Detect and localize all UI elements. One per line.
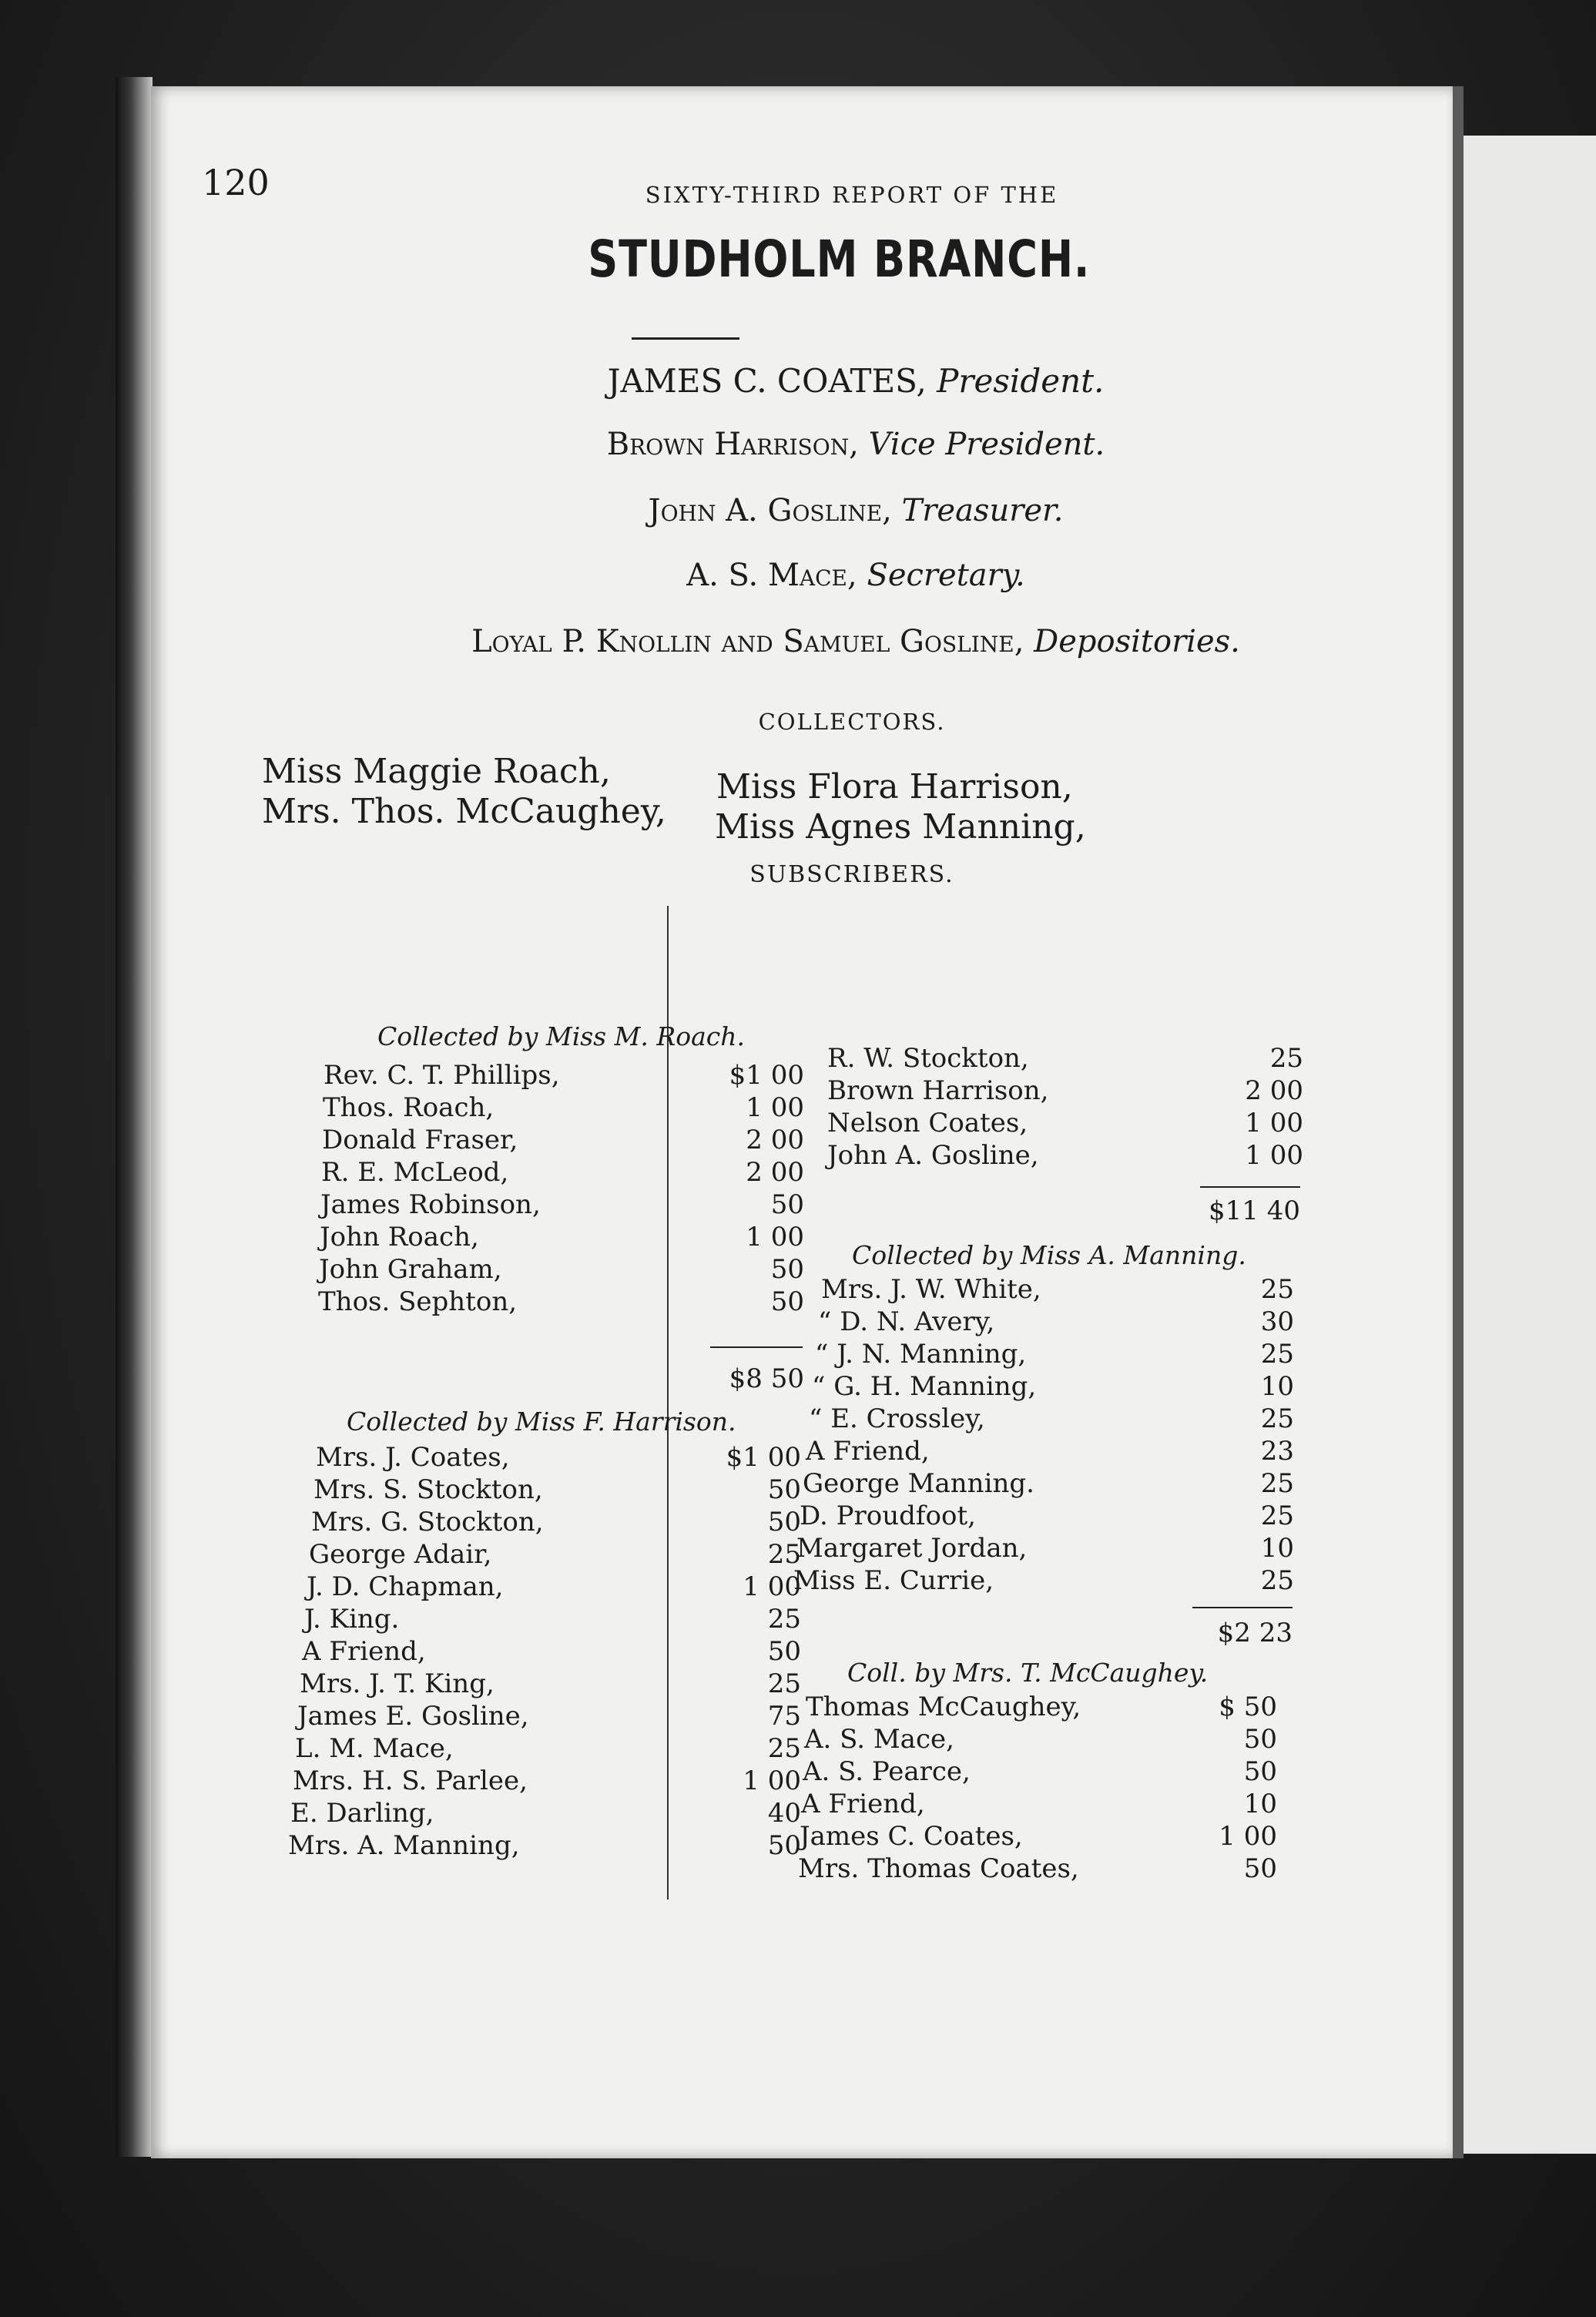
subscriber-amount: 25 [1260,1274,1294,1305]
subscriber-name: R. E. McLeod, [321,1157,509,1188]
group-total: $11 40 [1209,1195,1300,1226]
subscriber-row [295,1733,801,1765]
subscriber-amount: 2 00 [1245,1075,1303,1106]
subscriber-row [304,1604,801,1636]
officer-name: John A. Gosline, [648,493,892,528]
subscriber-row [796,1533,1294,1565]
officer-role: Secretary. [867,558,1025,593]
subscriber-amount: 25 [767,1668,801,1699]
branch-heading: STUDHOLM BRANCH. [588,230,1091,289]
subscriber-row [798,1853,1277,1886]
subscriber-amount: $ 50 [1219,1692,1277,1722]
subscriber-row [827,1043,1303,1075]
subscriber-row [806,1436,1294,1468]
subscriber-row [300,1668,801,1701]
subscriber-name: Thos. Sephton, [318,1286,518,1317]
subscriber-name: Mrs. J. T. King, [300,1668,495,1699]
collector-group-heading: Collected by Miss M. Roach. [377,1021,745,1051]
subscriber-row [288,1830,801,1863]
subscriber-row [809,1403,1294,1436]
subscriber-amount: 1 00 [1245,1108,1303,1138]
subscriber-name: Mrs. H. S. Parlee, [293,1765,528,1796]
officer-treasurer [0,493,1596,528]
subscriber-name: George Manning. [803,1468,1034,1499]
officer-name: Loyal P. Knollin and Samuel Gosline, [471,624,1024,659]
subscriber-name: Donald Fraser, [322,1125,518,1155]
collector-group-heading: Collected by Miss F. Harrison. [347,1407,736,1437]
subscriber-name: James Robinson, [320,1189,541,1220]
subscriber-row [800,1501,1294,1533]
collector-name: Miss Agnes Manning, [715,807,1086,847]
subscriber-name: Mrs. A. Manning, [288,1830,520,1861]
subscriber-name: R. W. Stockton, [827,1043,1029,1074]
subscriber-amount: 2 00 [746,1157,804,1188]
officer-role: Treasurer. [901,493,1064,528]
group-total: $2 23 [1217,1618,1293,1648]
subscriber-amount: 50 [767,1830,801,1861]
subscriber-name: “ G. H. Manning, [812,1371,1037,1402]
subscriber-name: “ E. Crossley, [809,1403,985,1434]
subscriber-name: A. S. Pearce, [803,1756,971,1787]
subscriber-amount: $1 00 [729,1060,804,1091]
officer-role: President. [937,362,1105,400]
subscriber-row [293,1765,801,1798]
subscriber-amount: 1 00 [1245,1140,1303,1171]
sum-rule [1200,1186,1300,1188]
officer-president [0,362,1596,400]
sum-rule [1192,1607,1293,1608]
subscriber-name: Mrs. G. Stockton, [311,1507,544,1537]
subscriber-row [323,1092,804,1125]
subscriber-amount: 50 [770,1189,804,1220]
subscriber-name: A Friend, [302,1636,426,1667]
subscriber-amount: 25 [1260,1339,1294,1370]
page-number: 120 [202,162,270,203]
subscribers-heading: SUBSCRIBERS. [749,861,954,888]
subscriber-row [302,1636,801,1668]
subscriber-row [307,1571,801,1604]
subscriber-amount: 50 [770,1254,804,1285]
subscriber-name: E. Darling, [290,1798,434,1829]
report-title: SIXTY-THIRD REPORT OF THE [645,182,1059,208]
subscriber-name: John A. Gosline, [827,1140,1039,1171]
subscriber-name: J. King. [304,1604,400,1635]
subscriber-amount: 50 [767,1636,801,1667]
subscriber-name: Nelson Coates, [827,1108,1028,1138]
subscriber-amount: 10 [1243,1789,1277,1819]
subscriber-amount: 1 00 [743,1571,801,1602]
subscriber-amount: 25 [767,1604,801,1635]
subscriber-name: Mrs. J. W. White, [821,1274,1041,1305]
subscriber-row [821,1274,1294,1306]
subscriber-amount: $1 00 [726,1442,801,1473]
subscriber-name: Mrs. J. Coates, [316,1442,510,1473]
subscriber-amount: 50 [1243,1853,1277,1884]
subscriber-amount: 25 [1260,1403,1294,1434]
subscriber-amount: 23 [1260,1436,1294,1467]
subscriber-name: James E. Gosline, [297,1701,529,1732]
collector-name: Miss Flora Harrison, [716,767,1073,806]
subscriber-amount: 1 00 [1219,1821,1277,1852]
subscriber-row [320,1222,804,1254]
collector-name: Mrs. Thos. McCaughey, [262,792,666,831]
subscriber-name: A. S. Mace, [804,1724,954,1755]
subscriber-name: Margaret Jordan, [796,1533,1028,1564]
officer-secretary [0,558,1596,593]
subscriber-amount: 10 [1260,1371,1294,1402]
subscriber-row [793,1565,1294,1598]
subscriber-row [818,1306,1294,1339]
subscriber-row [812,1371,1294,1403]
subscriber-amount: 25 [1260,1565,1294,1596]
subscriber-amount: 25 [767,1733,801,1764]
subscriber-amount: 50 [770,1286,804,1317]
subscriber-row [309,1539,801,1571]
subscriber-amount: 2 00 [746,1125,804,1155]
subscriber-row [827,1108,1303,1140]
subscriber-row [806,1692,1277,1724]
subscriber-amount: 1 00 [746,1092,804,1123]
subscriber-name: A Friend, [801,1789,925,1819]
subscriber-amount: 10 [1260,1533,1294,1564]
subscriber-amount: 1 00 [743,1765,801,1796]
officer-role: Depositories. [1034,624,1240,659]
subscriber-row [318,1286,804,1319]
subscriber-row [827,1075,1303,1108]
subscriber-row [322,1125,804,1157]
subscriber-amount: 75 [767,1701,801,1732]
subscriber-name: John Graham, [319,1254,502,1285]
subscriber-name: A Friend, [806,1436,930,1467]
subscriber-row [801,1789,1277,1821]
subscriber-name: Thos. Roach, [323,1092,495,1123]
subscriber-name: Thomas McCaughey, [806,1692,1081,1722]
subscriber-row [320,1189,804,1222]
subscriber-name: Mrs. Thomas Coates, [798,1853,1079,1884]
collector-name: Miss Maggie Roach, [262,752,611,791]
subscriber-name: J. D. Chapman, [307,1571,504,1602]
subscriber-name: John Roach, [320,1222,479,1252]
subscriber-name: James C. Coates, [800,1821,1023,1852]
subscriber-row [815,1339,1294,1371]
subscriber-name: Miss E. Currie, [793,1565,994,1596]
subscriber-name: George Adair, [309,1539,492,1570]
subscriber-row [803,1756,1277,1789]
subscriber-amount: 50 [1243,1756,1277,1787]
subscriber-name: L. M. Mace, [295,1733,454,1764]
collector-group-heading: Coll. by Mrs. T. McCaughey. [847,1658,1209,1688]
subscriber-amount: 50 [767,1507,801,1537]
subscriber-amount: 50 [767,1474,801,1505]
title-rule [632,337,739,340]
subscriber-row [316,1442,801,1474]
officer-name: JAMES C. COATES, [607,362,927,400]
subscriber-amount: 40 [767,1798,801,1829]
subscriber-amount: 25 [1260,1468,1294,1499]
subscriber-amount: 25 [1269,1043,1303,1074]
collector-group-heading: Collected by Miss A. Manning. [852,1240,1246,1270]
subscriber-row [803,1468,1294,1501]
subscriber-name: Mrs. S. Stockton, [314,1474,543,1505]
subscriber-amount: 30 [1260,1306,1294,1337]
officer-role: Vice President. [868,427,1105,462]
subscriber-amount: 25 [1260,1501,1294,1531]
subscriber-name: “ D. N. Avery, [818,1306,995,1337]
subscriber-row [311,1507,801,1539]
subscriber-row [804,1724,1277,1756]
subscriber-row [297,1701,801,1733]
officer-name: A. S. Mace, [686,558,857,593]
collectors-heading: COLLECTORS. [758,709,946,735]
subscriber-row [321,1157,804,1189]
subscriber-row [324,1060,804,1092]
sum-rule [710,1346,803,1348]
subscriber-name: D. Proudfoot, [800,1501,976,1531]
officer-vice-president [0,427,1596,462]
subscriber-amount: 1 00 [746,1222,804,1252]
subscriber-row [319,1254,804,1286]
subscriber-name: Rev. C. T. Phillips, [324,1060,560,1091]
subscriber-name: “ J. N. Manning, [815,1339,1027,1370]
subscriber-row [827,1140,1303,1172]
subscriber-row [800,1821,1277,1853]
group-total: $8 50 [729,1363,804,1394]
subscriber-row [290,1798,801,1830]
subscriber-row [314,1474,801,1507]
subscriber-amount: 50 [1243,1724,1277,1755]
officer-name: Brown Harrison, [606,427,859,462]
subscriber-name: Brown Harrison, [827,1075,1049,1106]
subscriber-amount: 25 [767,1539,801,1570]
officer-depositories [0,624,1596,659]
